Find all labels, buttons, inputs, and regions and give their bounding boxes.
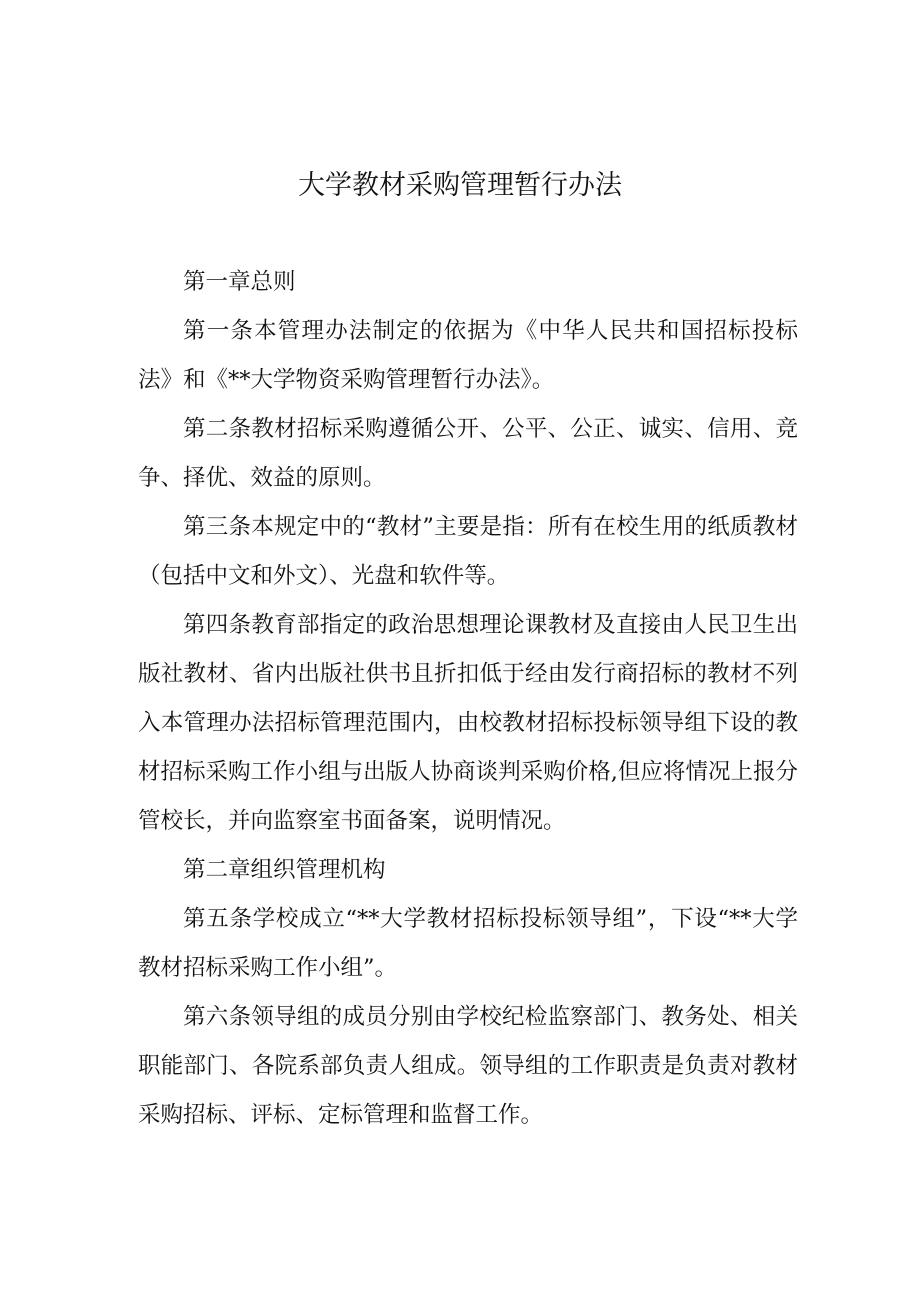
chapter-heading-general: 第一章总则 [183,269,296,295]
article-4: 第四条教育部指定的政治思想理论课教材及直接由人民卫生出版社教材、省内出版社供书且折扣低于经由发行商招标的教材不列入本管理办法招标管理范围内，由校教材招标投标领导组下设的教材招标采购工作小组与出版人协商谈判采购价格,但应将情况上报分管校长，并向监察室书面备案，说明情况。 [138,612,798,834]
article-1: 第一条本管理办法制定的依据为《中华人民共和国招标投标法》和《**大学物资采购管理暂行办法》。 [138,318,798,393]
chapter-heading-organization: 第二章组织管理机构 [183,857,386,883]
article-5: 第五条学校成立“**大学教材招标投标领导组”，下设“**大学教材招标采购工作小组”。 [138,906,798,981]
article-6: 第六条领导组的成员分别由学校纪检监察部门、教务处、相关职能部门、各院系部负责人组成。领导组的工作职责是负责对教材采购招标、评标、定标管理和监督工作。 [138,1004,798,1128]
document-title: 大学教材采购管理暂行办法 [298,170,622,201]
article-2: 第二条教材招标采购遵循公开、公平、公正、诚实、信用、竞争、择优、效益的原则。 [138,416,798,491]
article-3: 第三条本规定中的“教材”主要是指：所有在校生用的纸质教材（包括中文和外文）、光盘和软件等。 [138,514,798,589]
document-body [138,258,798,1140]
